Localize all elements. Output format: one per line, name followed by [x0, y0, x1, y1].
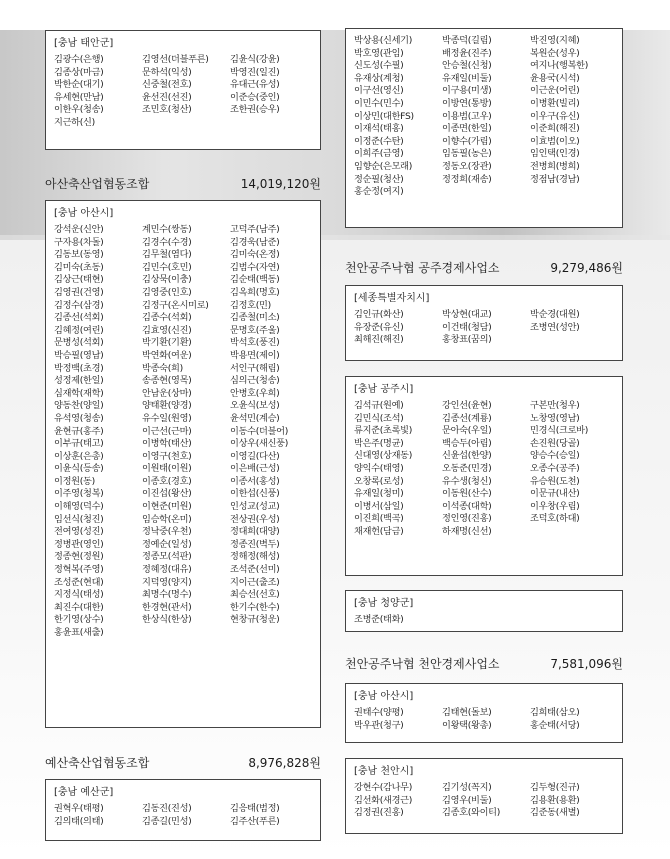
org-name: 천안공주낙협 공주경제사업소	[345, 261, 500, 275]
name-entry: 김민수(호민)	[142, 261, 192, 273]
name-entry: 김정수(삼경)	[54, 299, 104, 311]
name-entry: 이윤식(등송)	[54, 463, 104, 475]
name-entry: 류지준(초록빛)	[354, 425, 413, 437]
name-entry: 하재명(신선)	[442, 525, 492, 537]
name-entry: 김종수(석회)	[142, 312, 192, 324]
name-entry: 서인구(해림)	[230, 362, 280, 374]
name-entry: 이현준(미원)	[142, 501, 192, 513]
name-entry: 김종호(와이티)	[442, 807, 501, 819]
name-entry: 이병서(삼일)	[354, 500, 404, 512]
name-entry: 지이근(출조)	[230, 576, 280, 588]
name-entry: 이영길(다산)	[230, 450, 280, 462]
region-title: [세종특별자치시]	[354, 293, 430, 304]
name-entry: 이방연(통방)	[442, 97, 492, 109]
name-entry: 이원태(이원)	[142, 463, 192, 475]
name-entry: 김범수(자연)	[230, 261, 280, 273]
name-entry: 윤선진(선진)	[142, 91, 192, 103]
name-entry: 이상민(대한FS)	[354, 110, 414, 122]
name-entry: 한경현(관서)	[142, 601, 192, 613]
name-entry: 이동수(더블어)	[230, 425, 289, 437]
name-entry: 김영우(비둘)	[442, 794, 492, 806]
name-entry: 김인규(화산)	[354, 309, 404, 320]
name-entry: 채재헌(담금)	[354, 525, 404, 537]
name-entry: 안남운(상마)	[142, 387, 192, 399]
name-entry: 이한우(청송)	[54, 104, 104, 116]
box-asan-2	[345, 683, 623, 743]
name-entry: 김석규(원예)	[354, 400, 404, 411]
name-grid	[54, 803, 312, 828]
name-entry: 이진희(백곡)	[354, 513, 404, 525]
name-entry: 배정윤(진주)	[442, 47, 492, 59]
region-title: [충남 청양군]	[354, 598, 414, 609]
name-entry: 이구선(영신)	[354, 85, 404, 97]
name-entry: 김영중(인호)	[142, 286, 192, 298]
name-entry: 윤석민(계승)	[230, 412, 280, 424]
name-entry: 김정권(진홍)	[354, 807, 404, 819]
name-entry: 김두형(진규)	[530, 782, 580, 793]
name-entry: 김무철(염다)	[142, 249, 192, 261]
name-entry: 양태환(양경)	[142, 400, 192, 412]
name-entry: 정종현(정원)	[54, 551, 104, 563]
name-entry: 전여영(성진)	[54, 526, 104, 538]
name-entry: 신대영(상재동)	[354, 450, 413, 462]
name-entry: 김영선(더블푸른)	[142, 54, 209, 65]
name-entry: 정대희(대양)	[230, 526, 280, 538]
name-entry: 김옥희(명호)	[230, 286, 280, 298]
box-cheongyang	[345, 590, 623, 632]
org-amount: 9,279,486원	[550, 261, 623, 275]
region-title: [충남 태안군]	[54, 38, 114, 49]
name-entry: 정종진(벽두)	[230, 538, 280, 550]
name-entry: 이한섭(신풍)	[230, 488, 280, 500]
name-entry: 이해영(덕수)	[54, 501, 104, 513]
name-entry: 이효범(이오)	[530, 135, 580, 147]
name-entry: 윤용국(시석)	[530, 72, 580, 84]
name-grid	[354, 782, 614, 820]
name-entry: 이근운(어린)	[530, 85, 580, 97]
name-entry: 이향수(가림)	[442, 135, 492, 147]
name-entry: 양익수(태영)	[354, 462, 404, 474]
name-entry: 정순필(청산)	[354, 173, 404, 185]
name-entry: 이병환(빌리)	[530, 97, 580, 109]
name-entry: 이우창(우림)	[530, 500, 580, 512]
name-entry: 김선화(새경근)	[354, 794, 413, 806]
name-entry: 박종숙(희)	[142, 362, 183, 374]
name-grid	[354, 309, 614, 347]
region-title: [충남 공주시]	[354, 384, 414, 395]
name-entry: 최해진(해진)	[354, 334, 404, 346]
name-entry: 문하석(익성)	[142, 66, 192, 78]
name-entry: 김민식(조석)	[354, 412, 404, 424]
name-entry: 권태수(양평)	[354, 707, 404, 718]
box-sejong	[345, 285, 623, 361]
name-grid	[354, 614, 614, 627]
name-entry: 유대근(유성)	[230, 79, 280, 91]
name-entry: 이동원(산수)	[442, 488, 492, 500]
name-entry: 박한순(대기)	[54, 79, 104, 91]
name-entry: 문병성(석회)	[54, 337, 104, 349]
name-entry: 이희주(금영)	[354, 148, 404, 160]
name-entry: 박정백(초경)	[54, 362, 104, 374]
name-entry: 신도성(수필)	[354, 60, 404, 72]
name-entry: 계민수(쌍동)	[142, 224, 192, 235]
name-entry: 송종현(영목)	[142, 375, 192, 387]
box-yesan	[45, 779, 321, 841]
name-entry: 안병호(우희)	[230, 387, 280, 399]
name-entry: 김순태(백동)	[230, 274, 280, 286]
name-entry: 김태현(돌보)	[442, 707, 492, 718]
name-entry: 이재석(태홍)	[354, 123, 404, 135]
box-gongju	[345, 376, 623, 576]
name-entry: 김응태(범정)	[230, 803, 280, 814]
name-entry: 김정구(온시미로)	[142, 299, 209, 311]
name-entry: 김영권(건영)	[54, 286, 104, 298]
org-yesan-livestock	[45, 755, 321, 771]
name-entry: 최승선(선호)	[230, 589, 280, 601]
name-entry: 신윤섭(한양)	[442, 450, 492, 462]
name-entry: 김정호(민)	[230, 299, 271, 311]
name-entry: 정종모(석판)	[142, 551, 192, 563]
name-entry: 양승수(승일)	[530, 450, 580, 462]
name-entry: 오창록(로성)	[354, 475, 404, 487]
name-entry: 박상현(대교)	[442, 309, 492, 320]
name-entry: 김주산(푸른)	[230, 815, 280, 827]
name-entry: 임향순(은모래)	[354, 160, 413, 172]
name-entry: 김희태(삼오)	[530, 707, 580, 718]
name-entry: 성정제(한일)	[54, 375, 104, 387]
name-entry: 이건태(청담)	[442, 321, 492, 333]
name-entry: 박기환(기환)	[142, 337, 192, 349]
name-entry: 윤현규(홍주)	[54, 425, 104, 437]
name-entry: 심재학(재학)	[54, 387, 104, 399]
region-title: [충남 예산군]	[54, 787, 114, 798]
name-entry: 정낙중(우천)	[142, 526, 192, 538]
name-entry: 정병관(영인)	[54, 538, 104, 550]
name-entry: 임선식(청진)	[54, 513, 104, 525]
name-entry: 인성교(성교)	[230, 501, 280, 513]
name-entry: 전병희(병희)	[530, 160, 580, 172]
name-entry: 이문규(내산)	[530, 488, 580, 500]
name-entry: 김혜정(여린)	[54, 324, 104, 336]
name-entry: 오동준(민경)	[442, 462, 492, 474]
name-entry: 조병준(태화)	[354, 614, 404, 625]
name-entry: 이왕택(왕총)	[442, 719, 492, 731]
name-entry: 정혜정(대유)	[142, 564, 192, 576]
name-entry: 박진영(지혜)	[530, 35, 580, 46]
name-entry: 이민수(민수)	[354, 97, 404, 109]
name-entry: 전상권(우성)	[230, 513, 280, 525]
name-entry: 박석호(풍진)	[230, 337, 280, 349]
name-entry: 지정식(태성)	[54, 589, 104, 601]
name-entry: 구본만(청우)	[530, 400, 580, 411]
name-entry: 조병연(성안)	[530, 321, 580, 333]
name-entry: 박호영(관임)	[354, 47, 404, 59]
org-name: 천안공주낙협 천안경제사업소	[345, 657, 500, 671]
name-entry: 강현수(감나무)	[354, 782, 413, 793]
name-entry: 이근선(근마)	[142, 425, 192, 437]
name-entry: 이종면(한일)	[442, 123, 492, 135]
name-entry: 강인선(윤현)	[442, 400, 492, 411]
name-entry: 조석준(선미)	[230, 564, 280, 576]
name-grid	[354, 35, 614, 199]
name-entry: 이상훈(은총)	[54, 450, 104, 462]
name-entry: 김윤식(강윤)	[230, 54, 280, 65]
org-cheonan-economy	[345, 656, 623, 672]
box-taean	[45, 30, 321, 150]
name-entry: 지근하(신)	[54, 116, 95, 128]
name-entry: 김기성(꼭지)	[442, 782, 492, 793]
name-entry: 지덕영(양지)	[142, 576, 192, 588]
name-entry: 최진수(대한)	[54, 601, 104, 613]
name-entry: 김상묵(이충)	[142, 274, 192, 286]
name-entry: 정예순(일성)	[142, 538, 192, 550]
name-entry: 박순경(대원)	[530, 309, 580, 320]
org-asan-livestock	[45, 176, 321, 192]
name-entry: 문명호(주울)	[230, 324, 280, 336]
name-entry: 민경식(크로바)	[530, 425, 589, 437]
name-entry: 이종호(경호)	[142, 475, 192, 487]
name-entry: 김종상(마금)	[54, 66, 104, 78]
name-entry: 임승학(온미)	[142, 513, 192, 525]
name-entry: 정해정(해성)	[230, 551, 280, 563]
name-entry: 노창영(영남)	[530, 412, 580, 424]
name-entry: 권혁우(태평)	[54, 803, 104, 814]
name-entry: 유수일(원영)	[142, 412, 192, 424]
name-entry: 유재일(청미)	[354, 488, 404, 500]
name-grid	[354, 707, 614, 732]
name-entry: 강석운(신안)	[54, 224, 104, 235]
name-entry: 김동보(동영)	[54, 249, 104, 261]
name-grid	[354, 400, 614, 539]
name-entry: 안승철(신청)	[442, 60, 492, 72]
name-entry: 문아숙(우일)	[442, 425, 492, 437]
name-entry: 김효영(신진)	[142, 324, 192, 336]
name-entry: 조성준(현대)	[54, 576, 104, 588]
name-entry: 김준동(새별)	[530, 807, 580, 819]
org-amount: 8,976,828원	[248, 756, 321, 770]
name-entry: 이용범(고우)	[442, 110, 492, 122]
name-entry: 이상우(새신풍)	[230, 438, 289, 450]
name-entry: 한상식(한상)	[142, 614, 192, 626]
name-grid	[54, 54, 312, 130]
name-entry: 이부규(태고)	[54, 438, 104, 450]
box-cheonan	[345, 758, 623, 834]
name-entry: 정인영(진홍)	[442, 513, 492, 525]
name-entry: 이구용(미생)	[442, 85, 492, 97]
name-entry: 정동오(장관)	[442, 160, 492, 172]
name-entry: 이우구(유신)	[530, 110, 580, 122]
name-entry: 이정준(수탄)	[354, 135, 404, 147]
name-entry: 박용면(제이)	[230, 349, 280, 361]
name-entry: 이준희(해진)	[530, 123, 580, 135]
name-entry: 임인택(인경)	[530, 148, 580, 160]
name-entry: 김종선(석회)	[54, 312, 104, 324]
name-entry: 구자용(차돌)	[54, 236, 104, 248]
name-entry: 유석영(청송)	[54, 412, 104, 424]
name-entry: 김상근(태현)	[54, 274, 104, 286]
name-entry: 박우관(청구)	[354, 719, 404, 731]
name-entry: 박영진(일진)	[230, 66, 280, 78]
name-entry: 조덕호(하대)	[530, 513, 580, 525]
name-entry: 김경욱(남준)	[230, 236, 280, 248]
name-entry: 이석종(대학)	[442, 500, 492, 512]
name-entry: 복원순(성우)	[530, 47, 580, 59]
name-entry: 유승원(도천)	[530, 475, 580, 487]
org-amount: 7,581,096원	[550, 657, 623, 671]
name-entry: 심의근(청송)	[230, 375, 280, 387]
name-entry: 박승필(영남)	[54, 349, 104, 361]
name-entry: 김광수(은행)	[54, 54, 104, 65]
name-entry: 박은주(명균)	[354, 437, 404, 449]
name-entry: 한기영(상수)	[54, 614, 104, 626]
name-entry: 홍순정(여지)	[354, 186, 404, 198]
name-entry: 한기수(한수)	[230, 601, 280, 613]
name-entry: 오종수(공주)	[530, 462, 580, 474]
name-entry: 오윤식(보성)	[230, 400, 280, 412]
region-title: [충남 천안시]	[354, 766, 414, 777]
name-entry: 신중철(전호)	[142, 79, 192, 91]
name-entry: 임동필(농은)	[442, 148, 492, 160]
name-entry: 김종선(계룡)	[442, 412, 492, 424]
name-entry: 김동진(진성)	[142, 803, 192, 814]
name-entry: 조한권(승우)	[230, 104, 280, 116]
name-entry: 최명수(명수)	[142, 589, 192, 601]
name-entry: 이병학(태산)	[142, 438, 192, 450]
name-entry: 박연화(여운)	[142, 349, 192, 361]
name-entry: 홍창표(꿈의)	[442, 334, 492, 346]
org-amount: 14,019,120원	[240, 177, 321, 191]
name-entry: 양동찬(양일)	[54, 400, 104, 412]
name-entry: 유재일(비둘)	[442, 72, 492, 84]
name-entry: 김용환(용환)	[530, 794, 580, 806]
box-continued-names	[345, 28, 623, 228]
name-entry: 유재상(계청)	[354, 72, 404, 84]
org-name: 아산축산업협동조합	[45, 177, 150, 191]
org-name: 예산축산업협동조합	[45, 756, 150, 770]
name-grid	[54, 224, 312, 640]
name-entry: 여지나(행복한)	[530, 60, 589, 72]
name-entry: 유장준(유신)	[354, 321, 404, 333]
region-title: [충남 아산시]	[354, 691, 414, 702]
name-entry: 박종덕(길림)	[442, 35, 492, 46]
name-entry: 조민호(청산)	[142, 104, 192, 116]
name-entry: 김미숙(초동)	[54, 261, 104, 273]
name-entry: 유수생(청신)	[442, 475, 492, 487]
name-entry: 박상용(신세기)	[354, 35, 413, 46]
name-entry: 홍윤표(새출)	[54, 627, 104, 638]
name-entry: 김미숙(온정)	[230, 249, 280, 261]
name-entry: 정점남(경남)	[530, 173, 580, 185]
name-entry: 김의태(의태)	[54, 815, 104, 827]
name-entry: 김경수(수경)	[142, 236, 192, 248]
name-entry: 김종길(민성)	[142, 815, 192, 827]
org-gongju-economy	[345, 260, 623, 276]
name-entry: 유세현(만남)	[54, 91, 104, 103]
region-title: [충남 아산시]	[54, 208, 114, 219]
name-entry: 이은배(근성)	[230, 463, 280, 475]
box-asan	[45, 200, 321, 728]
name-entry: 이진섭(왕산)	[142, 488, 192, 500]
name-entry: 고덕주(남주)	[230, 224, 280, 235]
name-entry: 현창규(청운)	[230, 614, 280, 626]
name-entry: 홍순태(서당)	[530, 719, 580, 731]
name-entry: 이주영(청복)	[54, 488, 104, 500]
name-entry: 정정희(재송)	[442, 173, 492, 185]
name-entry: 김종철(미소)	[230, 312, 280, 324]
name-entry: 이준승(중인)	[230, 91, 280, 103]
name-entry: 백승두(아림)	[442, 437, 492, 449]
name-entry: 손진원(당골)	[530, 437, 580, 449]
name-entry: 이정원(동)	[54, 475, 95, 487]
name-entry: 정혁복(주영)	[54, 564, 104, 576]
name-entry: 이종서(홍성)	[230, 475, 280, 487]
name-entry: 이영구(천호)	[142, 450, 192, 462]
